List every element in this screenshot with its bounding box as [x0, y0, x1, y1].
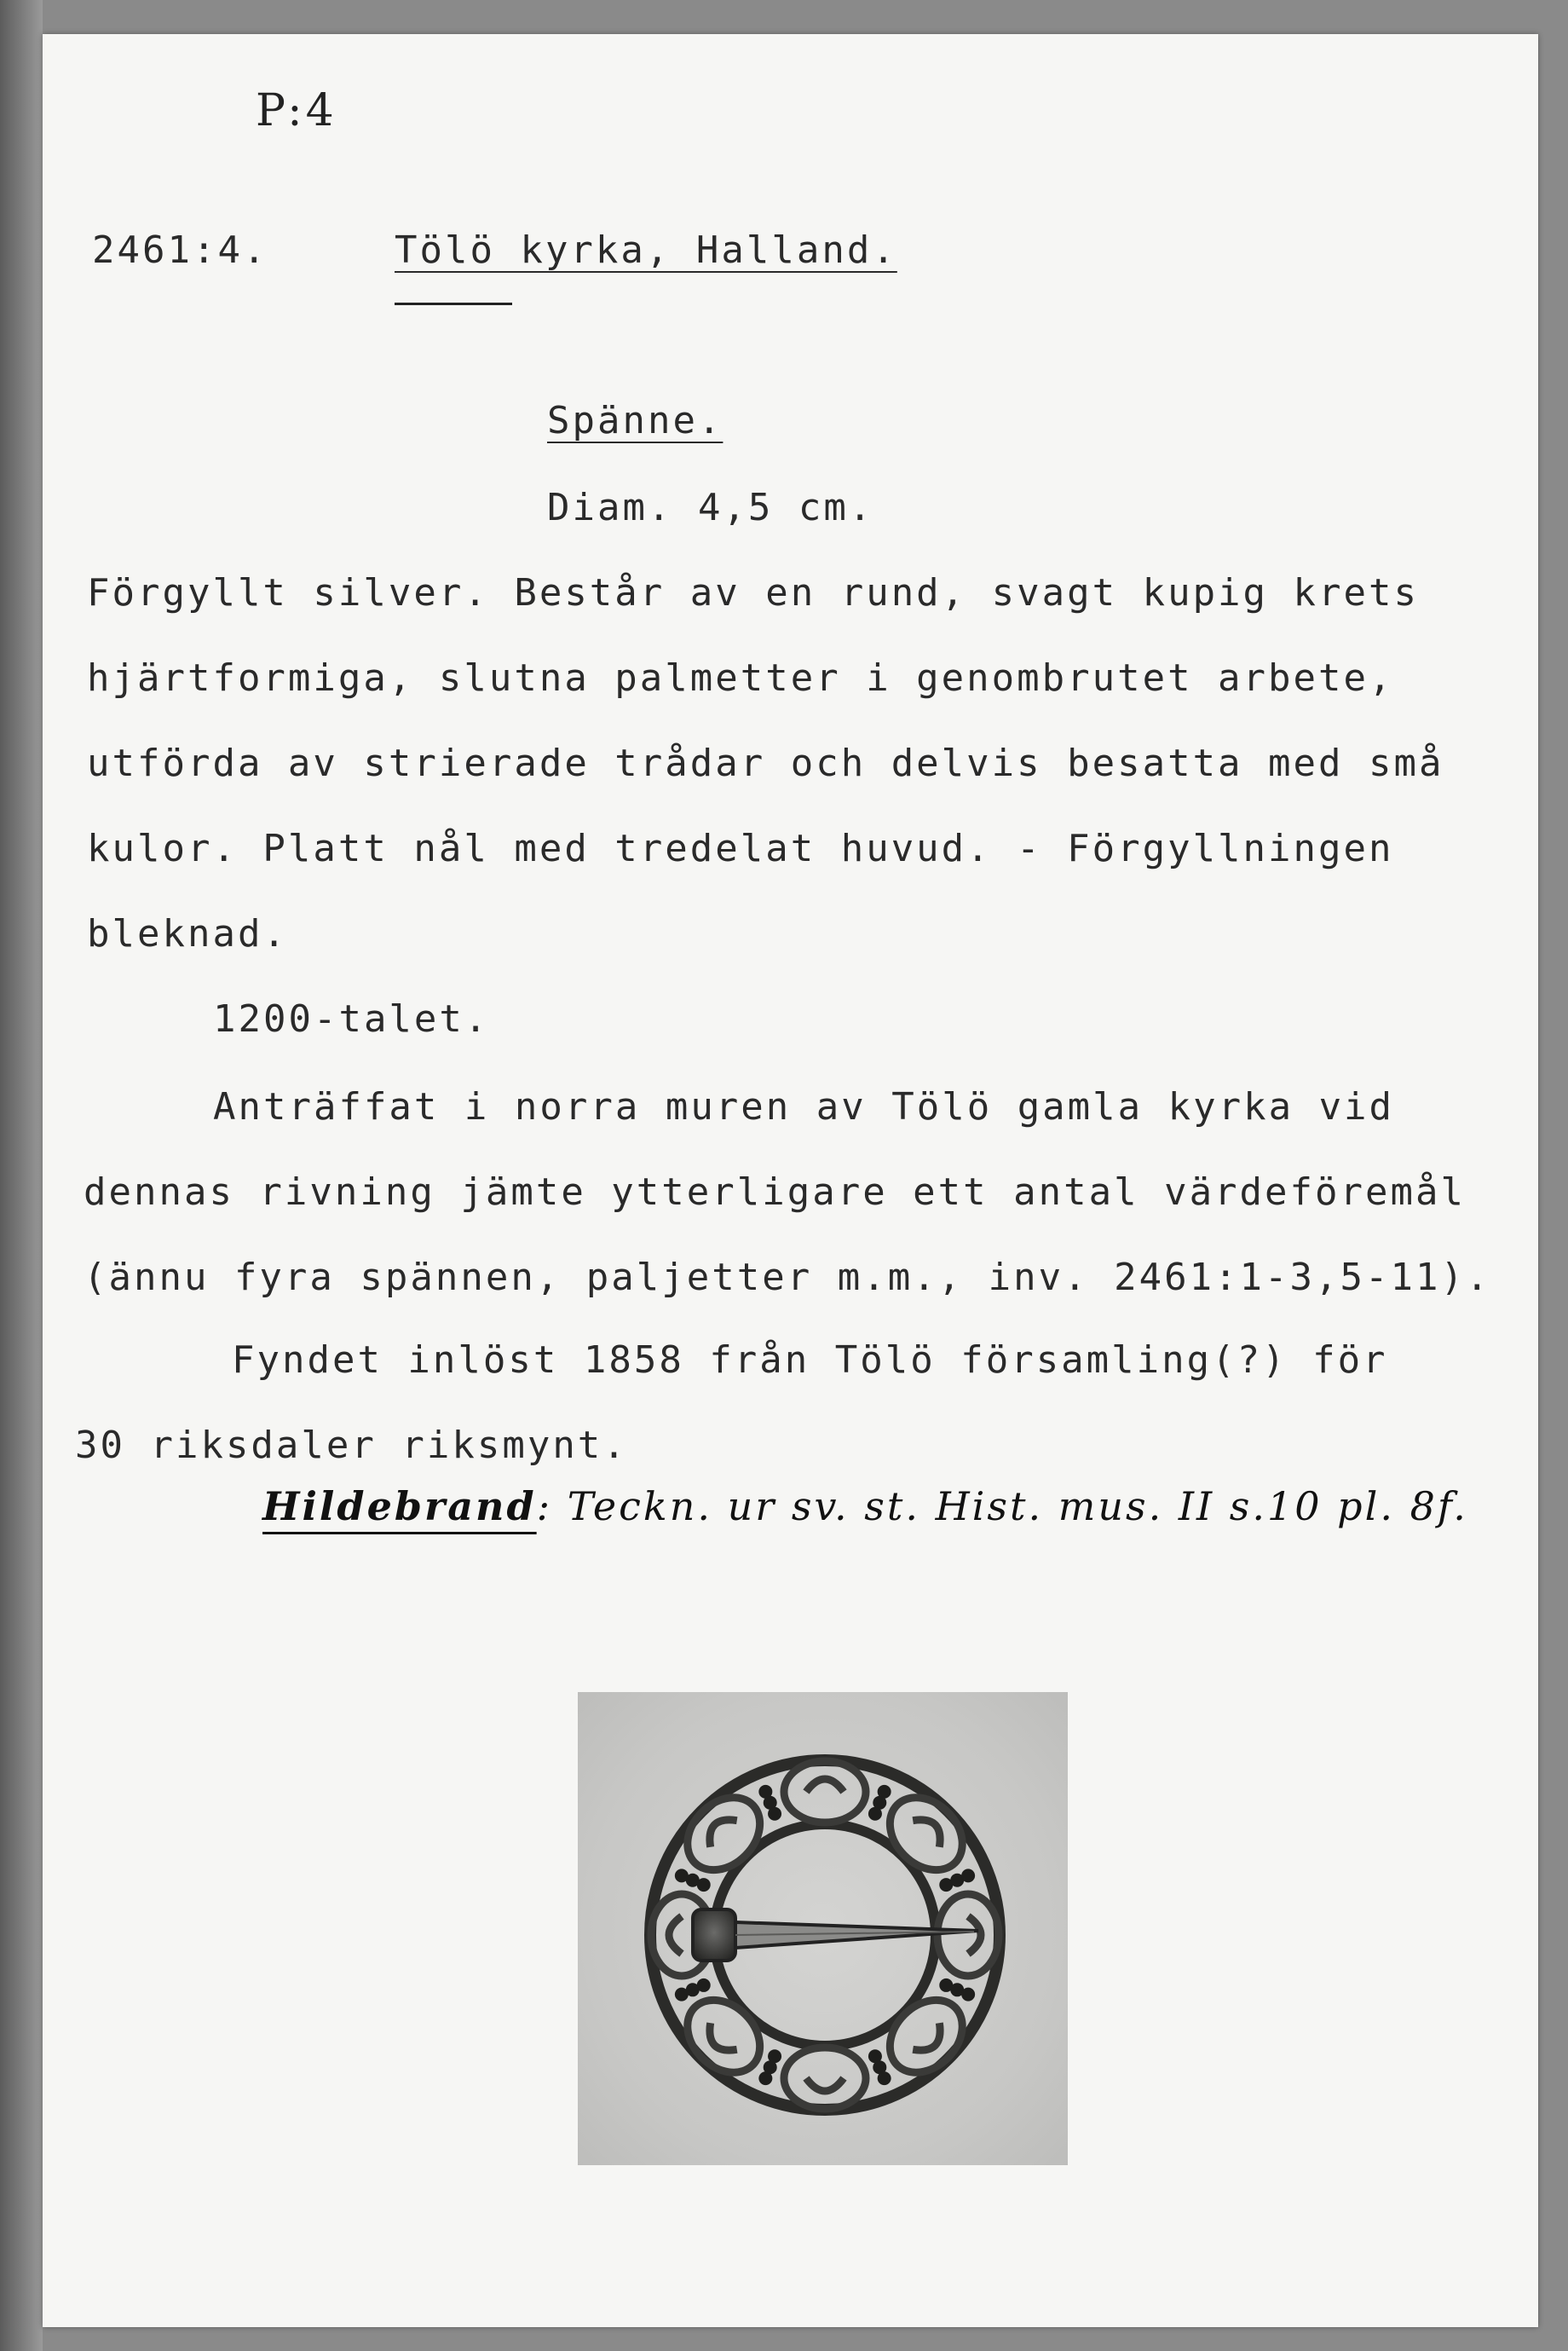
find-line: dennas rivning jämte ytterligare ett antal värdeföremål — [84, 1170, 1466, 1214]
palmette-lobe — [784, 1761, 866, 1822]
granule — [675, 1869, 689, 1882]
description-line: kulor. Platt nål med tredelat huvud. - Förgyllningen — [87, 827, 1394, 870]
palmette-curl — [913, 1811, 948, 1847]
palmette-curl — [701, 1811, 737, 1847]
granule — [675, 1988, 689, 2002]
palmette-lobe — [784, 2048, 866, 2109]
catalog-card — [43, 34, 1538, 2327]
catalog-number: 2461:4. — [92, 228, 268, 272]
description-line: utförda av strierade trådar och delvis besatta med små — [87, 742, 1444, 785]
granule — [961, 1869, 975, 1882]
granule — [878, 2071, 891, 2085]
palmette-lobe — [673, 1985, 775, 2087]
granule — [758, 1785, 772, 1799]
heading-rule — [395, 303, 512, 305]
find-line: (ännu fyra spännen, paljetter m.m., inv. 2461:1-3,5-11). — [84, 1256, 1491, 1299]
palmette-lobe — [875, 1985, 977, 2087]
handwritten-reference — [262, 1483, 1468, 1529]
scan-background — [0, 0, 43, 2351]
palmette-curl — [669, 1916, 682, 1954]
description-line: Förgyllt silver. Består av en rund, svagt kupig krets — [87, 571, 1419, 615]
granule — [878, 1785, 891, 1799]
palmette-lobe — [937, 1894, 999, 1976]
palmette-lobe — [673, 1783, 775, 1885]
dimensions: Diam. 4,5 cm. — [547, 486, 874, 529]
find-line: Anträffat i norra muren av Tölö gamla kyrka vid — [213, 1085, 1395, 1129]
dating: 1200-talet. — [213, 997, 490, 1041]
palmette-curl — [968, 1916, 981, 1954]
acquisition-line: 30 riksdaler riksmynt. — [75, 1424, 628, 1467]
palmette-curl — [701, 2023, 737, 2059]
description-line: bleknad. — [87, 912, 288, 956]
brooch-image — [578, 1692, 1068, 2165]
palmette-curl — [806, 2078, 844, 2091]
granule — [758, 2071, 772, 2085]
reference-author: Hildebrand — [262, 1483, 537, 1529]
brooch-photo — [578, 1692, 1068, 2165]
palmette-curl — [806, 1779, 844, 1792]
corner-mark: P:4 — [256, 85, 337, 136]
object-title: Spänne. — [547, 399, 723, 442]
acquisition-line: Fyndet inlöst 1858 från Tölö församling(?) för — [232, 1338, 1388, 1382]
palmette-curl — [913, 2023, 948, 2059]
location-heading: Tölö kyrka, Halland. — [395, 228, 897, 272]
granule — [961, 1988, 975, 2002]
description-line: hjärtformiga, slutna palmetter i genombrutet arbete, — [87, 656, 1394, 700]
reference-text: : Teckn. ur sv. st. Hist. mus. II s.10 pl. 8f. — [536, 1483, 1468, 1529]
palmette-lobe — [875, 1783, 977, 1885]
